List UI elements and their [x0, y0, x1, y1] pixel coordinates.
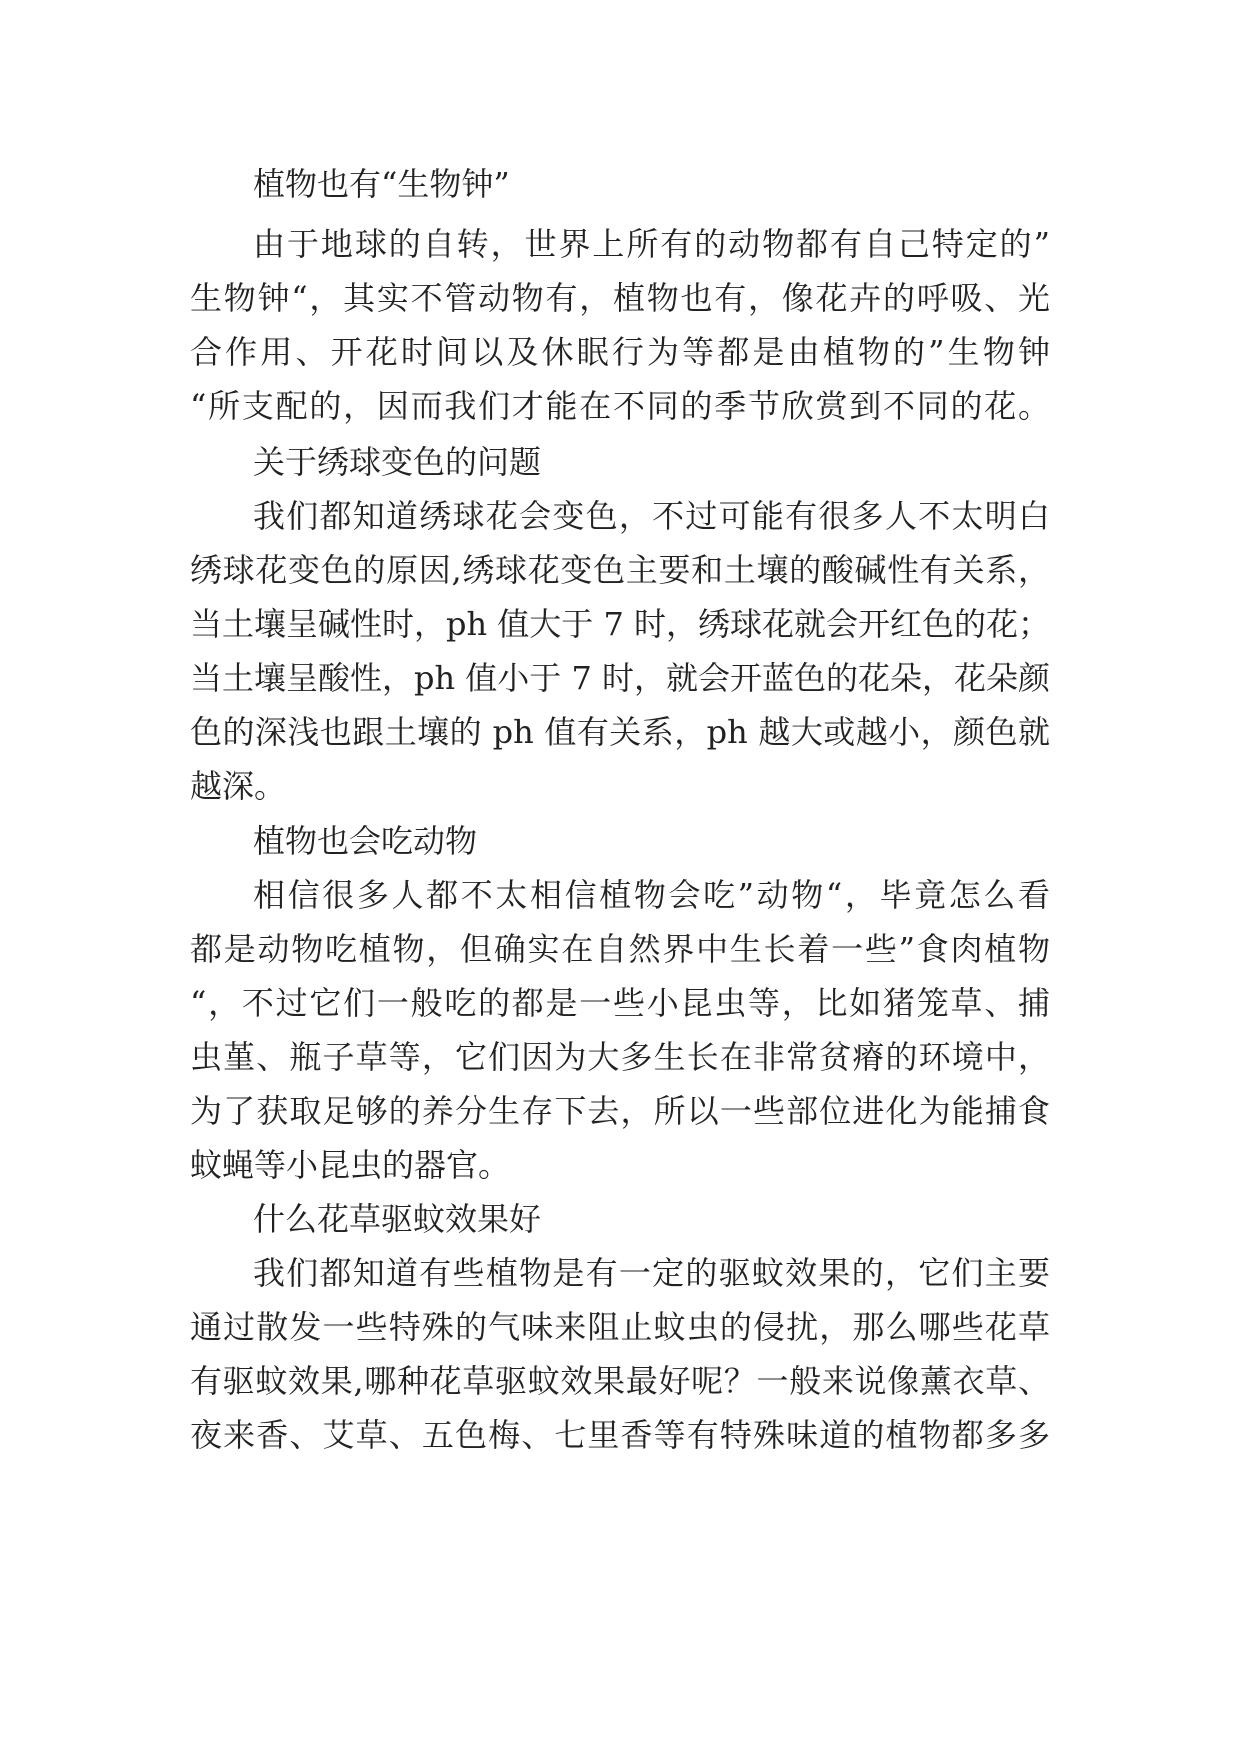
paragraph-line: 夜来香、艾草、五色梅、七里香等有特殊味道的植物都多多: [190, 1416, 1050, 1454]
paragraph-line: 当土壤呈碱性时，ph 值大于 7 时，绣球花就会开红色的花；: [190, 605, 1050, 643]
paragraph-line: 色的深浅也跟土壤的 ph 值有关系，ph 越大或越小，颜色就: [190, 713, 1050, 751]
paragraph-line: “所支配的，因而我们才能在不同的季节欣赏到不同的花。: [190, 387, 1050, 425]
paragraph-line: 越深。: [190, 767, 287, 805]
paragraph-line: 当土壤呈酸性，ph 值小于 7 时，就会开蓝色的花朵，花朵颜: [190, 659, 1050, 697]
heading-hydrangea-color: 关于绣球变色的问题: [253, 443, 542, 481]
paragraph-line: 虫堇、瓶子草等，它们因为大多生长在非常贫瘠的环境中，: [190, 1038, 1050, 1076]
paragraph-line: 相信很多人都不太相信植物会吃”动物“，毕竟怎么看: [253, 876, 1050, 914]
paragraph-line: 我们都知道绣球花会变色，不过可能有很多人不太明白: [253, 497, 1050, 535]
paragraph-line: 为了获取足够的养分生存下去，所以一些部位进化为能捕食: [190, 1092, 1050, 1130]
paragraph-line: 合作用、开花时间以及休眠行为等都是由植物的”生物钟: [190, 333, 1050, 371]
paragraph-line: 由于地球的自转，世界上所有的动物都有自己特定的”: [253, 225, 1050, 263]
paragraph-line: 绣球花变色的原因,绣球花变色主要和土壤的酸碱性有关系，: [190, 551, 1050, 589]
paragraph-line: 我们都知道有些植物是有一定的驱蚊效果的，它们主要: [253, 1254, 1050, 1292]
heading-biological-clock: 植物也有“生物钟”: [253, 165, 510, 203]
heading-carnivorous-plants: 植物也会吃动物: [253, 822, 478, 860]
heading-mosquito-repellent: 什么花草驱蚊效果好: [253, 1200, 542, 1238]
paragraph-line: 生物钟“，其实不管动物有，植物也有，像花卉的呼吸、光: [190, 279, 1050, 317]
paragraph-line: 都是动物吃植物，但确实在自然界中生长着一些”食肉植物: [190, 930, 1050, 968]
paragraph-line: “，不过它们一般吃的都是一些小昆虫等，比如猪笼草、捕: [190, 984, 1050, 1022]
paragraph-line: 有驱蚊效果,哪种花草驱蚊效果最好呢？一般来说像薰衣草、: [190, 1362, 1050, 1400]
paragraph-line: 蚊蝇等小昆虫的器官。: [190, 1146, 511, 1184]
paragraph-line: 通过散发一些特殊的气味来阻止蚊虫的侵扰，那么哪些花草: [190, 1308, 1050, 1346]
